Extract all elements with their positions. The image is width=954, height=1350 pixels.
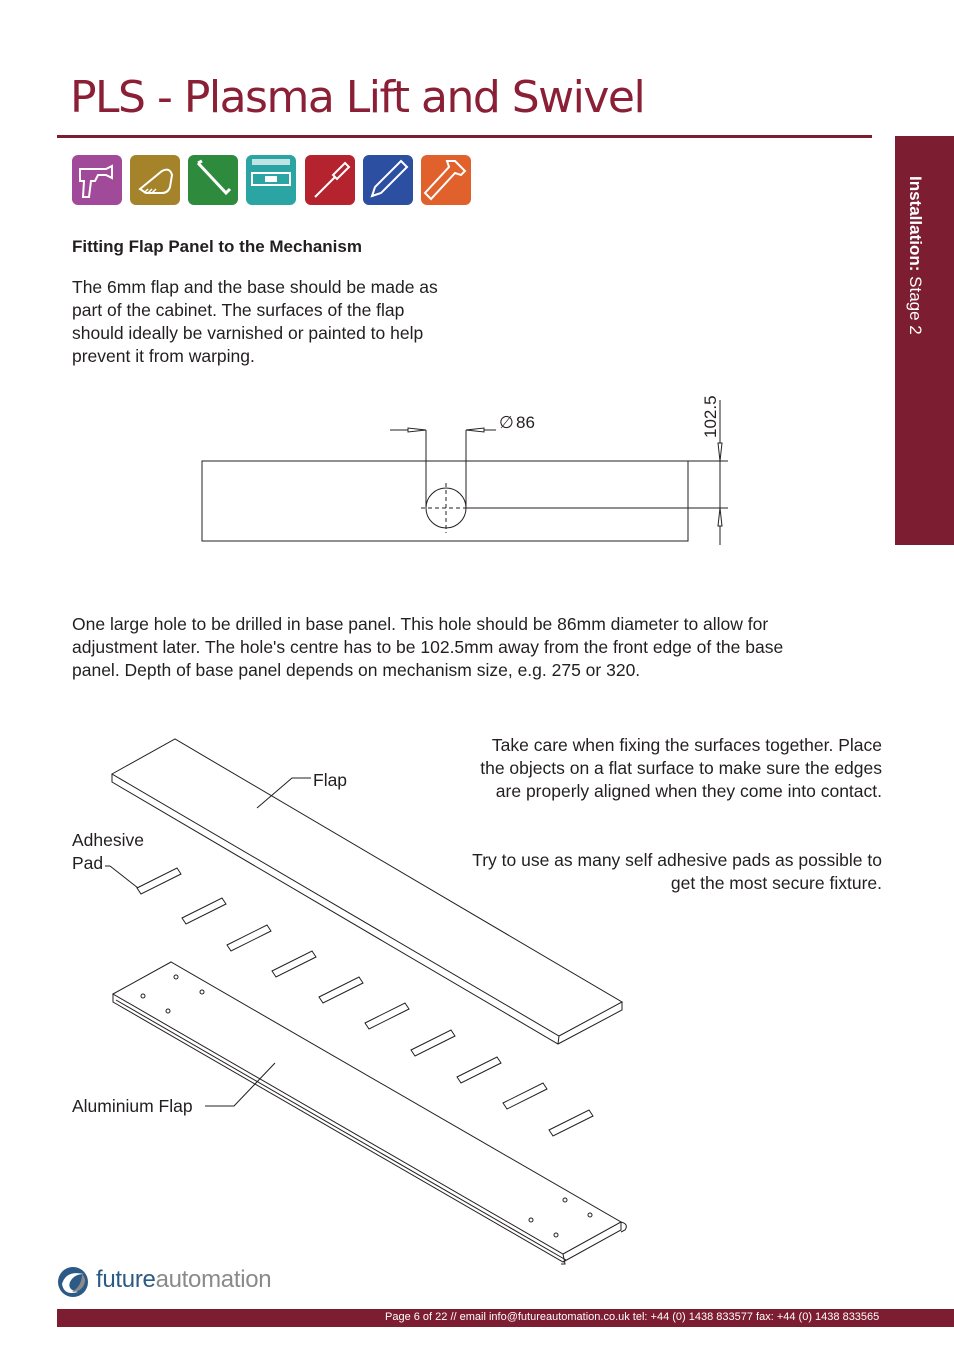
title-divider (57, 135, 872, 138)
intro-paragraph: The 6mm flap and the base should be made as part of the cabinet. The surfaces of the flap should ideally be varnished or painted to help prevent it from warping. (72, 277, 438, 366)
adhesive-pads (137, 868, 593, 1136)
pencil-icon (363, 155, 413, 205)
base-panel-drawing (0, 385, 954, 555)
logo-swirl-icon (56, 1264, 92, 1300)
screwdriver-icon (305, 155, 355, 205)
flap-label: Flap (313, 770, 348, 790)
pads-instruction: Try to use as many self adhesive pads as possible to get the most secure fixture. (472, 850, 882, 893)
company-logo (56, 1264, 296, 1300)
section-heading: Fitting Flap Panel to the Mechanism (72, 237, 362, 256)
footer-bar (57, 1309, 954, 1327)
svg-text:∅: ∅ (499, 413, 514, 432)
spirit-level-icon (246, 155, 296, 205)
section-tab-stage: Stage 2 (906, 271, 925, 335)
logo-text-automation: automation (155, 1266, 272, 1293)
aluminium-flap-label: Aluminium Flap (72, 1096, 193, 1116)
hole-instruction: One large hole to be drilled in base panel. This hole should be 86mm diameter to allow for adjustment later. The hole's centre has to be 102.5mm away from the front edge of the base panel. Depth of base panel depends on mechanism size, e.g. 275 or 320. (72, 614, 784, 680)
base-panel-outline (202, 461, 688, 541)
saw-icon (421, 155, 471, 205)
drill-icon (72, 155, 122, 205)
adhesive-label: Adhesive (72, 830, 144, 850)
assembly-drawing (0, 730, 660, 1270)
logo-text-future: future (96, 1266, 156, 1293)
diameter-label: 86 (516, 413, 535, 432)
flap-edge (112, 774, 622, 1044)
tape-measure-icon (130, 155, 180, 205)
section-tab-bold: Installation: (906, 176, 925, 272)
offset-label: 102.5 (701, 395, 720, 438)
section-tab-label (905, 176, 925, 335)
pad-label: Pad (72, 853, 104, 873)
footer-contact: Page 6 of 22 // email info@futureautomation.co.uk tel: +44 (0) 1438 833577 fax: +44 (0) 1438 833565 (385, 1311, 880, 1323)
care-instruction: Take care when fixing the surfaces together. Place the objects on a flat surface to make sure the edges are properly aligned when they come into contact. (480, 735, 882, 801)
allen-key-icon (188, 155, 238, 205)
page-title: PLS - Plasma Lift and Swivel (70, 72, 645, 123)
